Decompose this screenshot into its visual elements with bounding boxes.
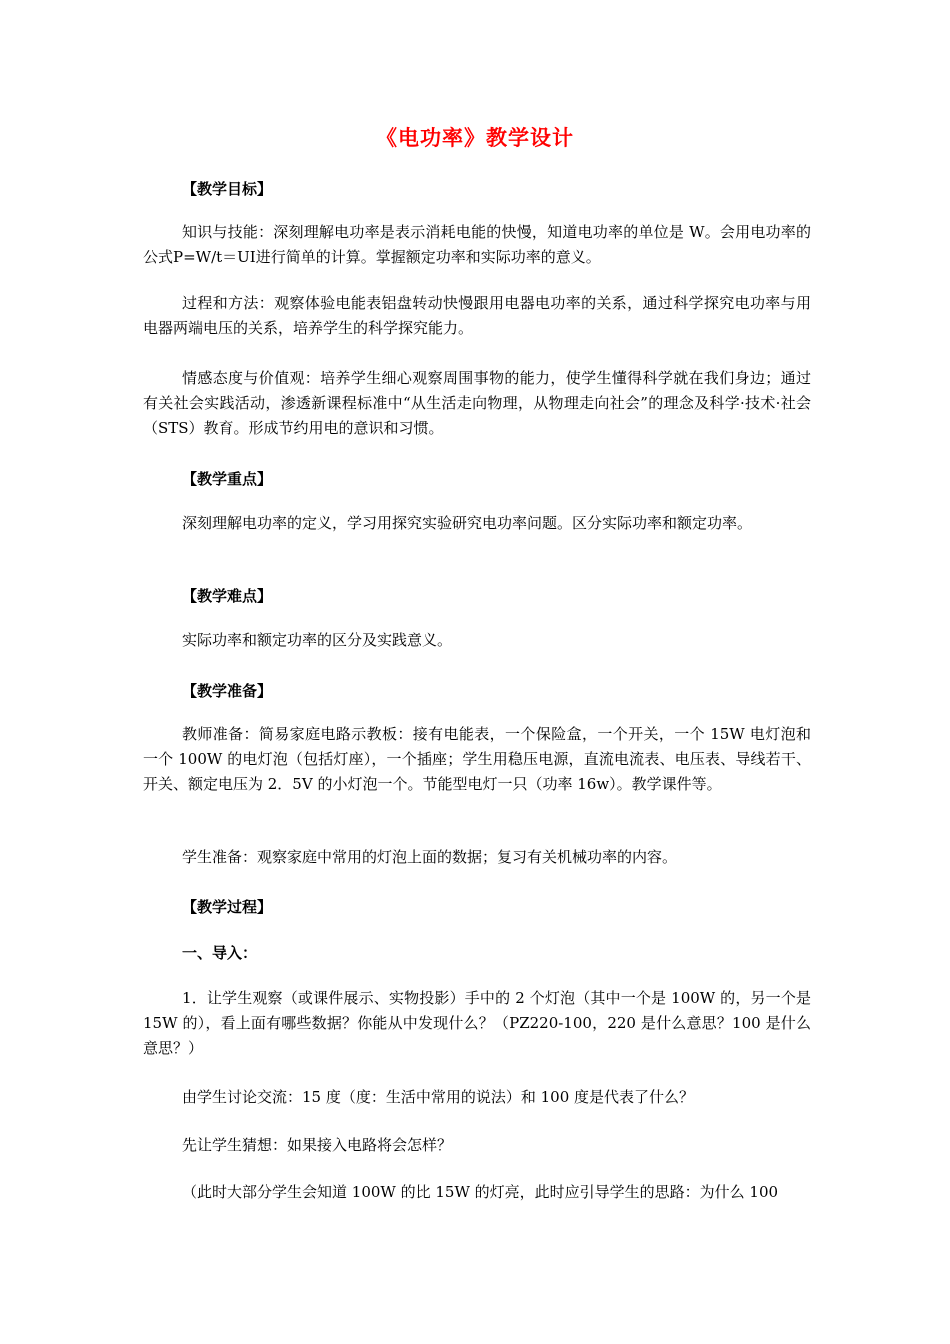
- heading-keypoints: 【教学重点】: [182, 470, 273, 488]
- paragraph-teacher-preparation: 教师准备：简易家庭电路示教板：接有电能表，一个保险盒，一个开关，一个 15W 电灯泡和一个 100W 的电灯泡（包括灯座），一个插座；学生用稳压电源，直流电流表、电压表、导线若干、开关、额定电压为 2．5V 的小灯泡一个。节能型电灯一只（功率 16w）。教学课件等。: [143, 725, 811, 793]
- paragraph-process-methods: 过程和方法：观察体验电能表铝盘转动快慢跟用电器电功率的关系，通过科学探究电功率与用电器两端电压的关系，培养学生的科学探究能力。: [143, 294, 811, 337]
- paragraph-keypoints: 深刻理解电功率的定义，学习用探究实验研究电功率问题。区分实际功率和额定功率。: [182, 514, 753, 532]
- heading-difficulties: 【教学难点】: [182, 587, 273, 605]
- paragraph-intro-discussion: 由学生讨论交流：15 度（度：生活中常用的说法）和 100 度是代表了什么？: [182, 1088, 695, 1106]
- paragraph-intro-step1: 1．让学生观察（或课件展示、实物投影）手中的 2 个灯泡（其中一个是 100W 的，另一个是 15W 的），看上面有哪些数据？你能从中发现什么？（PZ220-100，220 是什么意思？100 是什么意思？）: [143, 989, 811, 1057]
- paragraph-intro-guess: 先让学生猜想：如果接入电路将会怎样？: [182, 1136, 453, 1154]
- paragraph-difficulties: 实际功率和额定功率的区分及实践意义。: [182, 631, 453, 649]
- document-title: 《电功率》教学设计: [376, 126, 574, 150]
- paragraph-intro-note: （此时大部分学生会知道 100W 的比 15W 的灯亮，此时应引导学生的思路：为什么 100: [182, 1183, 779, 1201]
- paragraph-attitudes-values: 情感态度与价值观：培养学生细心观察周围事物的能力，使学生懂得科学就在我们身边；通过有关社会实践活动，渗透新课程标准中“从生活走向物理，从物理走向社会”的理念及科学·技术·社会（STS）教育。形成节约用电的意识和习惯。: [143, 369, 811, 437]
- subheading-introduction: 一、导入：: [182, 944, 258, 962]
- paragraph-student-preparation: 学生准备：观察家庭中常用的灯泡上面的数据；复习有关机械功率的内容。: [182, 848, 678, 866]
- heading-objectives: 【教学目标】: [182, 180, 273, 198]
- paragraph-knowledge-skills: 知识与技能：深刻理解电功率是表示消耗电能的快慢，知道电功率的单位是 W。会用电功率的公式P=W/t＝UI进行简单的计算。掌握额定功率和实际功率的意义。: [143, 223, 811, 266]
- heading-process: 【教学过程】: [182, 898, 273, 916]
- heading-preparation: 【教学准备】: [182, 682, 273, 700]
